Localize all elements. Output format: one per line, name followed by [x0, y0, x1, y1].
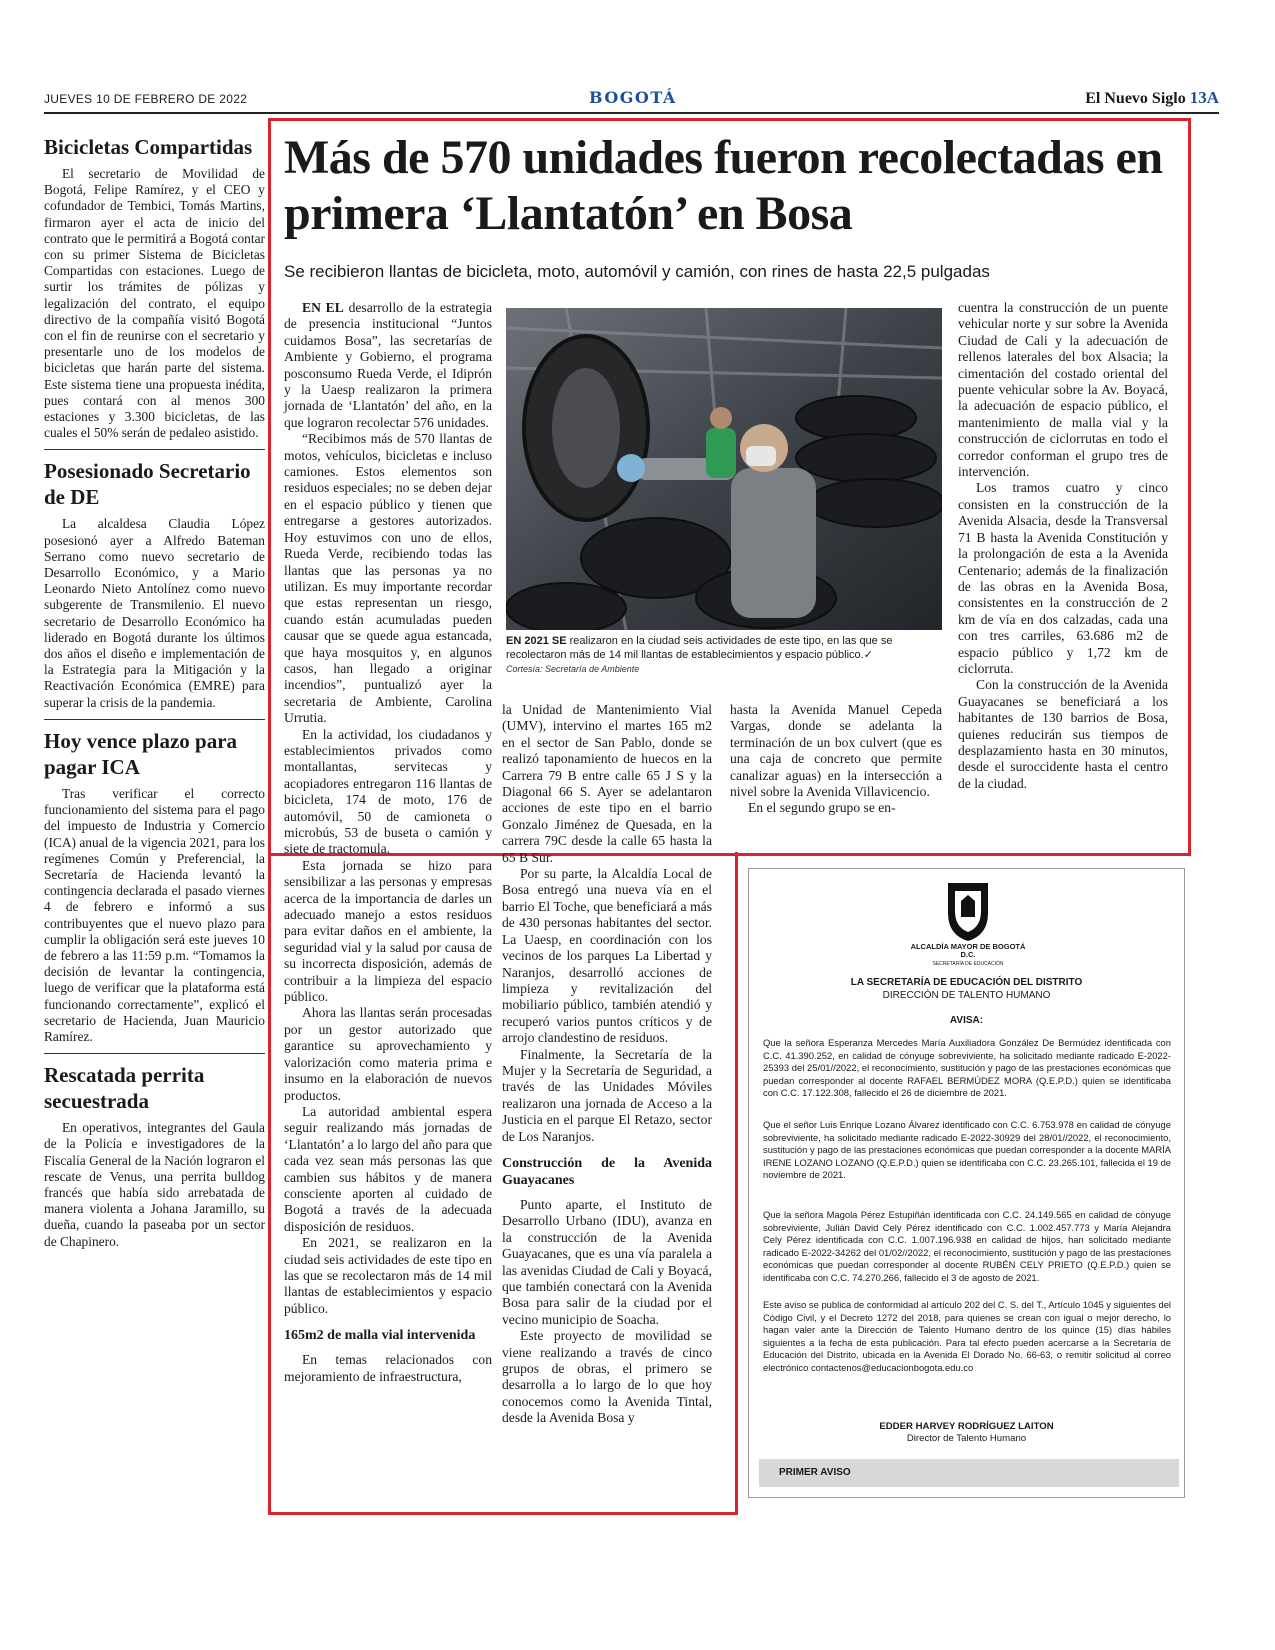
brief-body: Tras verificar el correcto funcionamiento del sistema para el pago del impuesto de Industria y Comercio (ICA) anual de la vigencia 2021, para los regímenes Común y Preferencial, la Secretaría de Hacienda levantó la contingencia declarada el pasado viernes 4 de febrero e informó a sus contribuyentes que el nuevo plazo para cumplir la obligación será este jueves 10 de febrero a las 11:59 p.m. “Tomamos la decisión de levantar la contingencia, luego de verificar que la plataforma está funcionando correctamente”, explicó el secretario de Hacienda, Juan Mauricio Ramírez. — [44, 785, 265, 1044]
brief-title: Posesionado Secretario de DE — [44, 459, 251, 510]
notice-paragraph: Que la señora Magola Pérez Estupiñán identificada con C.C. 24.149.565 en calidad de cónyuge sobreviviente, Julián David Cely Pérez identificado con C.C. 1.002.457.773 y María Alejandra Cely Pérez identificada con C.C. 1.007.196.938 en calidad de hijos, han solicitado mediante radicado E-2022-34262 del 01/02//2022, el reconocimiento, sustitución y pago de las prestaciones económicas que puedan corresponder al docente RUBÉN CELY PRIETO (Q.E.P.D.) quien se identificaba con C.C. 74.270.266, fallecido el 3 de agosto de 2021. — [763, 1209, 1171, 1283]
article-paragraph: cuentra la construcción de un puente vehicular norte y sur sobre la Avenida Ciudad de Cali y la adecuación de rellenos laterales del box Alsacia; la cimentación del costado oriental del puente vehicular sobre la Av. Boyacá, la adecuación de espacio público, el mantenimiento de malla vial y la construcción de ciclorrutas en todo el corredor conforman el grupo tres de intervención. — [958, 300, 1168, 480]
article-photo — [506, 308, 942, 630]
article-paragraph: la Unidad de Mantenimiento Vial (UMV), intervino el martes 165 m2 en el sector de San Pablo, donde se realizó taponamiento de huecos en la Carrera 79 B entre calle 65 J S y la Diagonal 66 S. Ayer se adelantaron acciones de este tipo en el barrio Gonzalo Jiménez de Quesada, en la carrera 79C desde la calle 65 hasta la 65 B Sur. — [502, 702, 712, 865]
notice-paragraph: Este aviso se publica de conformidad al artículo 202 del C. S. del T., Artículo 1045 y siguientes del Código Civil, y el Decreto 1272 del 2018, para quienes se crean con igual o mejor derecho, lo hagan valer ante la Dirección de Talento Humano dentro de los quince (15) días hábiles siguientes a la fecha de esta publicación. Para tal efecto pueden acercarse a la Secretaría de Educación del Distrito, ubicada en la Avenida El Dorado No. 66-63, o remitir solicitud al correo electrónico contactenos@educacionbogota.edu.co — [763, 1299, 1171, 1373]
brief-body: La alcaldesa Claudia López posesionó ayer a Alfredo Bateman Serrano como nuevo secretario de Desarrollo Económico, y a Mario Leonardo Nieto Antolínez como nuevo subgerente de Transmilenio. El nuevo secretario de Desarrollo Económico ha liderado en Bogotá durante los últimos dos años el diseño e implementación de la Estrategia para la Mitigación y la Reactivación Económica (EMRE) para superar la crisis de la pandemia. — [44, 516, 265, 710]
brief-item — [44, 1062, 265, 1258]
publication-logo-text: El Nuevo Siglo — [1085, 90, 1186, 107]
brief-item — [44, 134, 265, 450]
article-paragraph: La autoridad ambiental espera seguir realizando más jornadas de ‘Llantatón’ a lo largo del año para que cada vez sean más personas las que cambien sus hábitos y de manera consciente aporten al cuidado de Bogotá a través de la adecuada disposición de residuos. — [284, 1103, 492, 1234]
first-notice-banner — [759, 1459, 1179, 1487]
article-subhead: Construcción de la Avenida Guayacanes — [502, 1155, 712, 1188]
lead-caps: EN EL — [302, 300, 344, 315]
caption-lead: EN 2021 SE — [506, 635, 567, 647]
signer-role: Director de Talento Humano — [906, 1433, 1027, 1444]
bogota-crest-icon — [943, 879, 993, 943]
caption-text: realizaron en la ciudad seis actividades de este tipo, en las que se recolectaron más de 14 mil llantas de establecimientos y espacio público.✓ — [506, 635, 893, 661]
article-column-3 — [730, 702, 942, 817]
article-subheadline: Se recibieron llantas de bicicleta, moto, automóvil y camión, con rines de hasta 22,5 pulgadas — [284, 262, 990, 281]
first-notice-label: PRIMER AVISO — [779, 1467, 851, 1478]
brief-body: En operativos, integrantes del Gaula de la Policía e investigadores de la Fiscalía General de la Nación lograron el rescate de Venus, una perrita bulldog francés que había sido arrebatada de manera violenta a Johana Jaramillo, su dueña, cuando la paseaba por un sector de Chapinero. — [44, 1120, 265, 1249]
article-paragraph: Punto aparte, el Instituto de Desarrollo Urbano (IDU), avanza en la construcción de la Avenida Guayacanes, que es una vía paralela a las avenidas Ciudad de Cali y Boyacá, que también conectará con la Avenida Bosa para salir de la ciudad por el vecino municipio de Soacha. — [502, 1196, 712, 1327]
article-paragraph: En el segundo grupo se en- — [748, 800, 896, 816]
article-paragraph: hasta la Avenida Manuel Cepeda Vargas, donde se adelanta la terminación de un box culvert (que es una caja de concreto que permite canalizar aguas) en la intersección a nivel sobre la Avenida Villavicencio. — [730, 702, 942, 800]
article-subhead: 165m2 de malla vial intervenida — [284, 1328, 476, 1344]
article-paragraph: Los tramos cuatro y cinco consisten en la construcción de la Avenida Alsacia, desde la Transversal 71 B hasta la Avenida Constitución y la prolongación de esta a la Avenida Centenario; además de la finalización de las obras en la Avenida Bosa, consistentes en la construcción de 2 km de vía en dos calzadas, cada una con tres carriles, 63.686 m2 de espacio público y 1,72 km de ciclorruta. — [958, 480, 1168, 676]
article-paragraph: Finalmente, la Secretaría de la Mujer y la Secretaría de Seguridad, a través de las Unidades Móviles realizaron una jornada de Acceso a la Justicia en el parque El Retazo, sector de Los Naranjos. — [502, 1046, 712, 1144]
page-number: 13A — [1189, 88, 1219, 107]
briefs-column — [44, 134, 265, 1266]
article-headline: Más de 570 unidades fueron recolectadas en primera ‘Llantatón’ en Bosa — [284, 131, 1163, 240]
tire-collection-photo — [506, 308, 942, 630]
brief-item — [44, 728, 265, 1054]
section-name: BOGOTÁ — [589, 88, 677, 107]
crest-title: ALCALDÍA MAYOR DE BOGOTÁ D.C. — [910, 942, 1026, 959]
legal-notice — [748, 868, 1185, 1498]
article-paragraph: En la actividad, los ciudadanos y establecimientos privados como montallantas, servitecas y acopiadores entregaron 116 llantas de bicicleta, 174 de moto, 176 de automóvil, 50 de camioneta o microbús, 53 de buseta o camión y siete de tractomula. — [284, 726, 492, 857]
publication-name — [1085, 88, 1219, 108]
article-column-1 — [284, 300, 492, 1385]
article-paragraph: Por su parte, la Alcaldía Local de Bosa entregó una nueva vía en el barrio El Toche, que beneficiará a más de 430 personas habitantes del sector. La Uaesp, en coordinación con los vecinos de los parques La Libertad y Naranjos, desarrolló acciones de limpieza y revitalización del mobiliario público, también atendió y recuperó varios puntos críticos y de arrojo clandestino de residuos. — [502, 866, 712, 1046]
issue-date: JUEVES 10 DE FEBRERO DE 2022 — [44, 92, 248, 106]
notice-signature — [749, 1421, 1184, 1445]
notice-heading: AVISA: — [949, 1015, 984, 1026]
article-paragraph: Este proyecto de movilidad se viene realizando a través de cinco grupos de obras, el primero se desarrolla a lo largo de lo que hoy conocemos como la Avenida Tintal, desde la Avenida Bosa y — [502, 1328, 712, 1426]
page-header — [44, 88, 1219, 114]
signer-name: EDDER HARVEY RODRÍGUEZ LAITON — [879, 1421, 1054, 1432]
notice-paragraph: Que la señora Esperanza Mercedes María Auxiliadora González De Bermúdez identificada con C.C. 41.390.252, en calidad de cónyuge sobreviviente, ha solicitado mediante radicado E-2022-25393 del 25/01//2022, el reconocimiento, sustitución y pago de las prestaciones económicas que puedan corresponder al docente RAFAEL BERMÚDEZ MORA (Q.E.P.D.) quien se identificaba con C.C. 17.122.308, fallecido el 26 de diciembre de 2021. — [763, 1037, 1171, 1099]
article-paragraph: “Recibimos más de 570 llantas de motos, vehículos, bicicletas e incluso camiones. Estos elementos son residuos especiales; no se deben dejar en el espacio público y tienen que entregarse a gestores autorizados. Hoy estuvimos con uno de ellos, Rueda Verde, recibiendo todas las llantas que las personas ya no utilizan. Es muy importante recordar que estas representan un riesgo, cuando están acumuladas pueden causar que se quede agua estancada, que haya mosquitos y, en algunos casos, han llegado a originar incendios”, puntualizó ayer la secretaria de Ambiente, Carolina Urrutia. — [284, 431, 492, 726]
notice-organization — [749, 977, 1184, 1002]
brief-item — [44, 458, 265, 719]
article-paragraph: En temas relacionados con mejoramiento de infraestructura, — [284, 1352, 492, 1384]
article-paragraph: Con la construcción de la Avenida Guayacanes se beneficiará a los habitantes de 130 barrios de Bosa, quienes reducirán sus tiempos de desplazamiento hasta en 30 minutos, desde el suroccidente hasta el centro de la ciudad. — [958, 677, 1168, 791]
notice-department: DIRECCIÓN DE TALENTO HUMANO — [882, 989, 1051, 1001]
brief-body: El secretario de Movilidad de Bogotá, Felipe Ramírez, y el CEO y cofundador de Tembici, Tomás Martins, firmaron ayer el acta de inicio del contrato que le permitirá a Bogotá contar con su primer Sistema de Bicicletas Compartidas con estaciones. Luego de surtir los trámites de pólizas y legalización del contrato, el equipo directivo de la compañía visitó Bogotá con el fin de reunirse con el secretario y presentarle uno de los modelos de bicicletas que harán parte del sistema. Este sistema tiene una propuesta inédita, pues contará con al menos 300 estaciones y 3.300 bicicletas, de las cuales el 50% serán de pedaleo asistido. — [44, 166, 265, 441]
brief-title: Rescatada perrita secuestrada — [44, 1063, 205, 1114]
article-paragraph: Ahora las llantas serán procesadas por un gestor autorizado que garantice su aprovechamiento y valorización como materia prima e insumo en la elaboración de nuevos productos. — [284, 1005, 492, 1103]
article-column-2 — [502, 702, 712, 1427]
notice-org-name: LA SECRETARÍA DE EDUCACIÓN DEL DISTRITO — [850, 977, 1083, 988]
brief-title: Hoy vence plazo para pagar ICA — [44, 728, 238, 779]
photo-caption — [506, 634, 942, 676]
crest-subtitle: SECRETARÍA DE EDUCACIÓN — [932, 961, 1004, 967]
article-paragraph: Esta jornada se hizo para sensibilizar a las personas y empresas acerca de la importancia de darles un adecuado manejo a estos residuos para evitar daños en el ambiente, la seguridad vial y la salud por causa de su incorrecta disposición, además de contribuir a la limpieza del espacio público. — [284, 857, 492, 1005]
notice-paragraph: Que el señor Luis Enrique Lozano Álvarez identificado con C.C. 6.753.978 en calidad de cónyuge sobreviviente, ha solicitado mediante radicado E-2022-30929 del 28/01//2022, el reconocimiento, sustitución y pago de las prestaciones económicas que puedan corresponder a la docente MARÍA IRENE LOZANO LOZANO (Q.E.P.D.) quien se identificaba con C.C. 23.265.101, fallecida el 19 de noviembre de 2021. — [763, 1119, 1171, 1181]
photo-credit: Cortesía: Secretaría de Ambiente — [506, 664, 640, 674]
brief-title: Bicicletas Compartidas — [44, 135, 253, 159]
article-paragraph: En 2021, se realizaron en la ciudad seis actividades de este tipo en las que se recolectaron más de 14 mil llantas de establecimientos y espacio público. — [284, 1235, 492, 1316]
article-paragraph: EN EL desarrollo de la estrategia de presencia institucional “Juntos cuidamos Bosa”, las secretarías de Ambiente y Gobierno, el programa posconsumo Rueda Verde, el Idiprón y la Uaesp realizaron la primera jornada de ‘Llantatón’ del año, en la que lograron recolectar 576 unidades. — [284, 300, 493, 430]
article-column-4 — [958, 300, 1168, 792]
